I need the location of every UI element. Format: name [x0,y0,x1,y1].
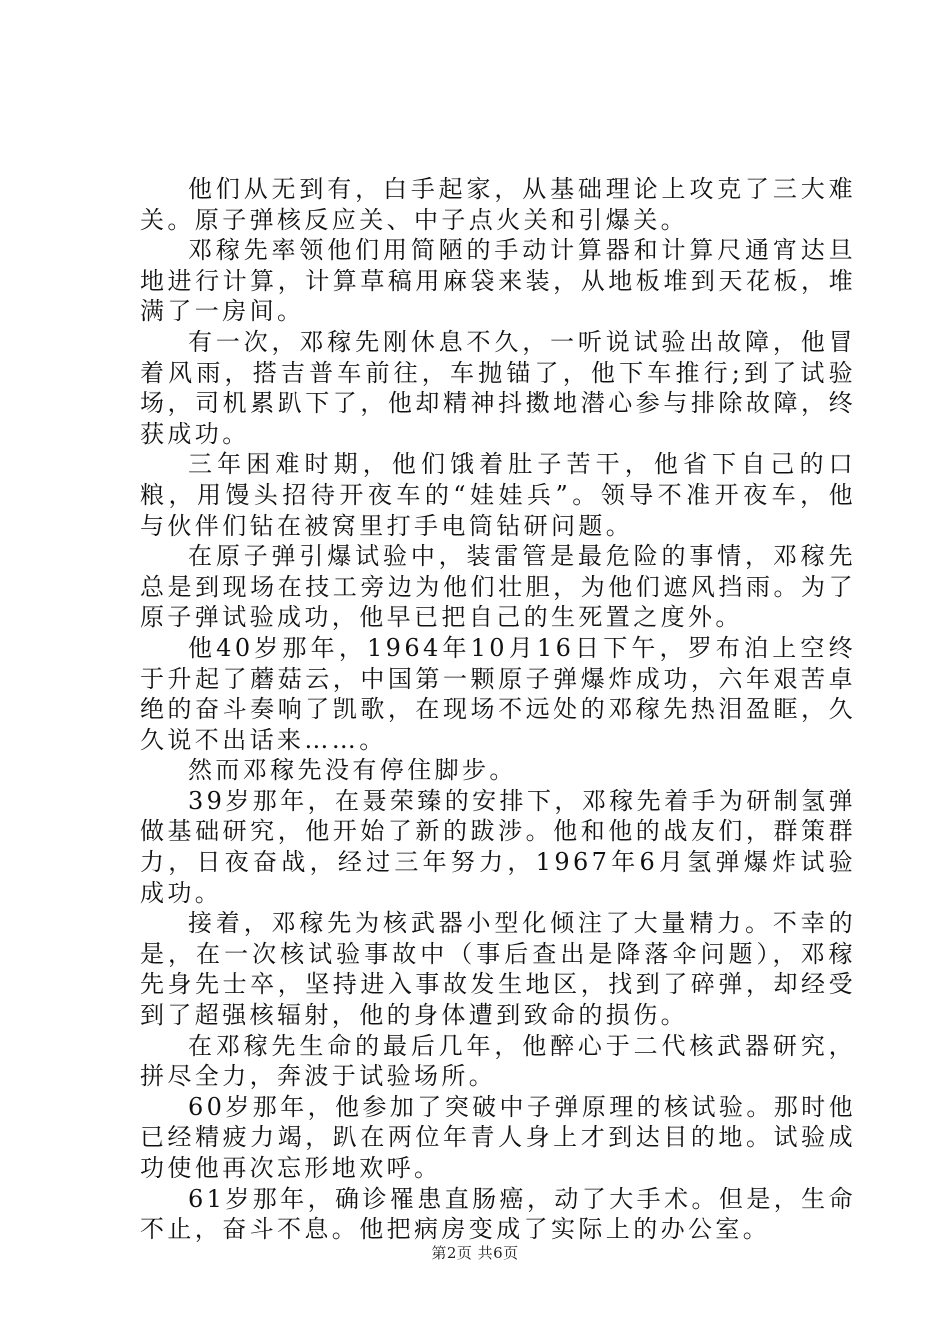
paragraph-9: 接着，邓稼先为核武器小型化倾注了大量精力。不幸的是，在一次核试验事故中（事后查出是降落伞问题），邓稼先身先士卒，坚持进入事故发生地区，找到了碎弹，却经受到了超强核辐射，他的身体遭到致命的损伤。 [140,909,856,1030]
paragraph-6: 他40岁那年，1964年10月16日下午，罗布泊上空终于升起了蘑菇云，中国第一颗原子弹爆炸成功，六年艰苦卓绝的奋斗奏响了凯歌，在现场不远处的邓稼先热泪盈眶，久久说不出话来……。 [140,633,856,754]
paragraph-7: 然而邓稼先没有停住脚步。 [188,756,517,785]
paragraph-8: 39岁那年，在聂荣臻的安排下，邓稼先着手为研制氢弹做基础研究，他开始了新的跋涉。他和他的战友们，群策群力，日夜奋战，经过三年努力，1967年6月氢弹爆炸试验成功。 [140,786,856,907]
page-indicator: 第2页 共6页 [431,1244,519,1262]
paragraph-4: 三年困难时期，他们饿着肚子苦干，他省下自己的口粮，用馒头招待开夜车的“娃娃兵”。领导不准开夜车，他与伙伴们钻在被窝里打手电筒钻研问题。 [140,450,856,540]
page-footer [0,1243,950,1263]
paragraph-11: 60岁那年，他参加了突破中子弹原理的核试验。那时他已经精疲力竭，趴在两位年青人身上才到达目的地。试验成功使他再次忘形地欢呼。 [140,1092,856,1182]
paragraph-10: 在邓稼先生命的最后几年，他醉心于二代核武器研究，拼尽全力，奔波于试验场所。 [140,1031,856,1091]
paragraph-5: 在原子弹引爆试验中，装雷管是最危险的事情，邓稼先总是到现场在技工旁边为他们壮胆，为他们遮风挡雨。为了原子弹试验成功，他早已把自己的生死置之度外。 [140,542,856,632]
paragraph-2: 邓稼先率领他们用简陋的手动计算器和计算尺通宵达旦地进行计算，计算草稿用麻袋来装，从地板堆到天花板，堆满了一房间。 [140,236,856,326]
document-body [140,174,856,1245]
paragraph-3: 有一次，邓稼先刚休息不久，一听说试验出故障，他冒着风雨，搭吉普车前往，车抛锚了，他下车推行;到了试验场，司机累趴下了，他却精神抖擞地潜心参与排除故障，终获成功。 [140,327,856,448]
paragraph-12: 61岁那年，确诊罹患直肠癌，动了大手术。但是，生命不止，奋斗不息。他把病房变成了实际上的办公室。 [140,1184,856,1244]
paragraph-1: 他们从无到有，白手起家，从基础理论上攻克了三大难关。原子弹核反应关、中子点火关和引爆关。 [140,175,856,234]
